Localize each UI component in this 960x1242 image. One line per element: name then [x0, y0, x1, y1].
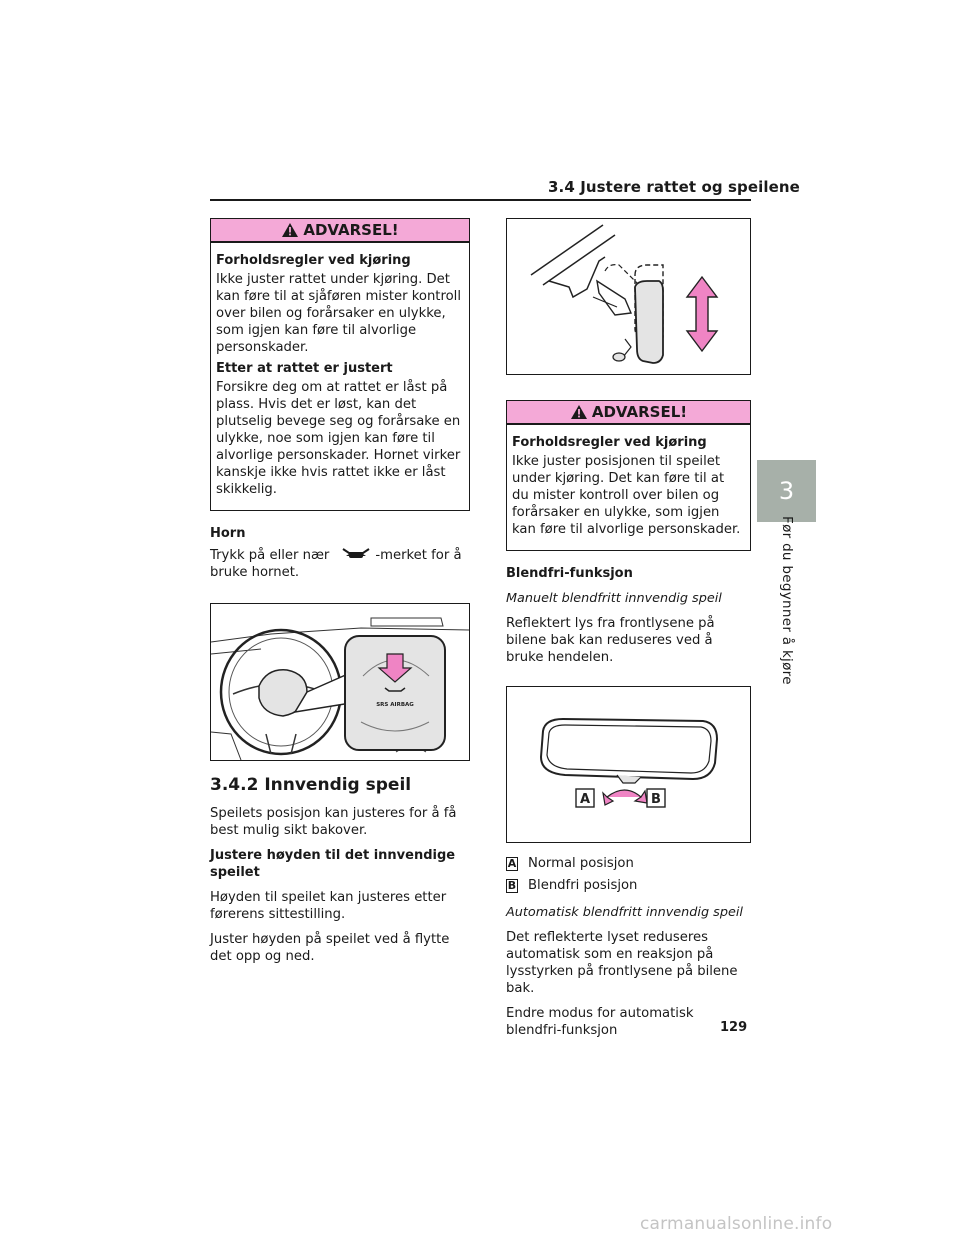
page-number: 129	[720, 1020, 748, 1035]
steering-wheel-figure	[210, 603, 470, 761]
auto-antiglare-text: Det reflekterte lyset reduseres automatisk som en reaksjon på lysstyrken på frontlysene på bilene bak.	[506, 930, 738, 996]
warning-subheading: Forholdsregler ved kjøring	[512, 435, 707, 450]
antiglare-mirror-illustration	[507, 687, 750, 842]
height-heading: Justere høyden til det innvendige speilet	[210, 848, 456, 880]
legend-row	[506, 877, 751, 894]
warning-subheading: Etter at rattet er justert	[216, 361, 393, 376]
antiglare-mirror-figure	[506, 686, 751, 843]
antiglare-heading: Blendfri-funksjon	[506, 566, 633, 581]
warning-paragraph: Ikke juster rattet under kjøring. Det kan føre til at sjåføren mister kontroll over bilen og forårsaker en ulykke, som igjen kan føre til alvorlige personskader.	[216, 272, 462, 355]
manual-antiglare-text: Reflektert lys fra frontlysene på bilene bak kan reduseres ved å bruke hendelen.	[506, 616, 715, 665]
warning-subheading: Forholdsregler ved kjøring	[216, 253, 411, 268]
warning-paragraph: Ikke juster posisjonen til speilet under kjøring. Det kan føre til at du mister kontroll over bilen og forårsaker en ulykke, som igjen kan føre til alvorlige personskader.	[512, 454, 741, 537]
watermark: carmanualsonline.info	[640, 1214, 833, 1234]
warning-paragraph: Forsikre deg om at rattet er låst på plass. Hvis det er løst, kan det plutselig bevege seg og forårsake en ulykke, noe som igjen kan føre til alvorlige personskader. Hornet virker kanskje ikke hvis rattet ikke er låst skikkelig.	[216, 380, 461, 497]
legend-key: B	[507, 878, 517, 892]
warning-header	[507, 401, 750, 425]
right-column	[506, 218, 751, 1047]
legend-text: Blendfri posisjon	[528, 878, 638, 893]
chapter-tab	[757, 460, 816, 522]
horn-heading: Horn	[210, 526, 246, 541]
left-column	[210, 218, 470, 973]
section-title: 3.4.2 Innvendig speil	[210, 775, 412, 795]
warning-box-steering	[210, 218, 470, 511]
manual-antiglare-heading: Manuelt blendfritt innvendig speil	[506, 591, 722, 606]
horn-text	[210, 547, 470, 581]
height-paragraph: Juster høyden på speilet ved å flytte det opp og ned.	[210, 932, 450, 964]
chapter-title: Før du begynner å kjøre	[779, 516, 795, 685]
warning-box-mirror	[506, 400, 751, 551]
mirror-height-illustration	[507, 219, 750, 374]
legend-row	[506, 855, 751, 872]
horn-icon	[341, 547, 371, 561]
section-intro: Speilets posisjon kan justeres for å få best mulig sikt bakover.	[210, 806, 457, 838]
warning-body	[211, 243, 469, 498]
figure-label-a: A	[579, 792, 591, 807]
steering-wheel-illustration	[211, 604, 469, 760]
warning-label: ADVARSEL!	[591, 403, 688, 421]
running-header: 3.4 Justere rattet og speilene	[548, 178, 800, 196]
warning-triangle-icon	[281, 222, 299, 238]
warning-triangle-icon	[570, 404, 588, 420]
chapter-number: 3	[778, 477, 795, 505]
chapter-title-vertical	[776, 516, 798, 685]
mirror-height-figure	[506, 218, 751, 375]
warning-label: ADVARSEL!	[303, 221, 399, 239]
figure-label-b: B	[651, 792, 661, 807]
horn-text-part: -merket for å bruke hornet.	[210, 548, 462, 580]
header-rule	[210, 199, 751, 201]
warning-body	[507, 425, 750, 538]
horn-text-part: Trykk på eller nær	[210, 548, 330, 563]
warning-header	[211, 219, 469, 243]
airbag-label: SRS AIRBAG	[376, 702, 414, 708]
auto-mode-text: Endre modus for automatisk blendfri-funksjon	[506, 1006, 694, 1038]
height-paragraph: Høyden til speilet kan justeres etter førerens sittestilling.	[210, 890, 447, 922]
auto-antiglare-heading: Automatisk blendfritt innvendig speil	[506, 905, 743, 920]
legend-text: Normal posisjon	[528, 856, 634, 871]
legend-key: A	[507, 856, 517, 870]
